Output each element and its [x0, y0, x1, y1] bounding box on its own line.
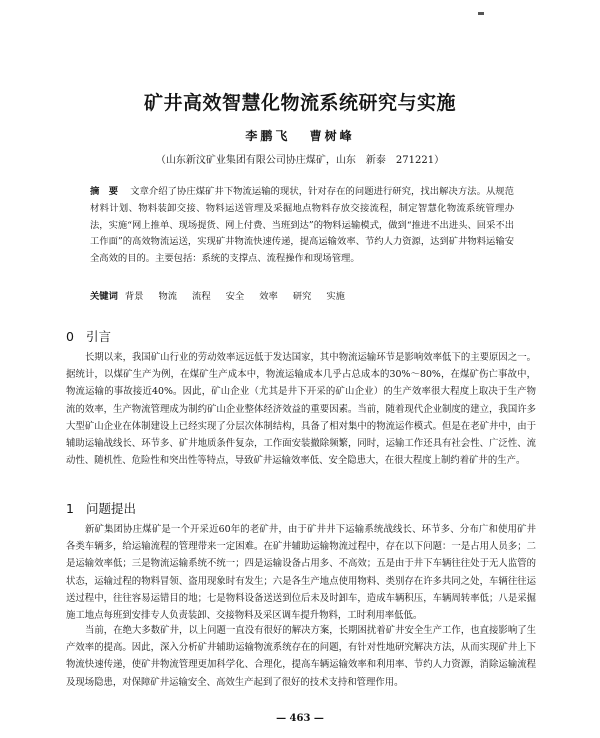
- abstract-label: 摘 要: [90, 186, 119, 197]
- section-number: 1: [66, 501, 74, 516]
- section-number: 0: [66, 329, 74, 344]
- author-name: 李鹏飞: [245, 129, 291, 143]
- keyword: 效率: [259, 291, 278, 302]
- keyword: 物流: [158, 291, 178, 302]
- page-number: — 463 —: [276, 713, 324, 724]
- author-list: [0, 127, 600, 144]
- keyword: 实施: [326, 291, 345, 302]
- section-heading: [66, 327, 111, 345]
- paragraph: 当前，在绝大多数矿井，以上问题一直没有很好的解决方案，长期困扰着矿井安全生产工作，也直接影响了生产效率的提高。因此，深入分析矿井辅助运输物流系统存在的问题，有针对性地研究解决方法，从而实现矿井上下物流快速传递，使矿井物流管理更加科学化、合理化，提高车辆运输效率和利用率、节约人力资源，消除运输流程及现场隐患，对保障矿井运输安全、高效生产起到了很好的技术支持和管理作用。: [66, 625, 536, 688]
- keyword: 研究: [292, 291, 312, 302]
- keyword: 安全: [225, 291, 245, 302]
- section-title: 问题提出: [86, 501, 137, 516]
- keyword: 流程: [192, 291, 211, 302]
- paper-title: 矿井高效智慧化物流系统研究与实施: [143, 92, 456, 114]
- paragraph: 长期以来，我国矿山行业的劳动效率远远低于发达国家，其中物流运输环节是影响效率低下的主要原因之一。据统计，以煤矿生产为例，在煤矿生产成本中，物流运输成本几乎占总成本的30%～80%，在煤矿伤亡事故中，物流运输的事故接近40%。因此，矿山企业（尤其是井下开采的矿山企业）的生产效率很大程度上取决于生产物流的效率，生产物流管理成为制约矿山企业整体经济效益的重要因素。当前，随着现代企业制度的建立，我国许多大型矿山企业在体制建设上已经实现了分层次体制结构，具备了相对集中的物流运作模式。但是在老矿井中，由于辅助运输战线长、环节多、矿井地质条件复杂，工作面安装撤除频繁，同时，运输工作还具有社会性、广泛性、流动性、随机性、危险性和突出性等特点，导致矿井运输效率低、安全隐患大，在很大程度上制约着矿井的生产。: [66, 352, 536, 467]
- scan-mark: [478, 12, 484, 15]
- keywords-label: 关键词: [90, 291, 118, 302]
- keyword: 背景: [124, 291, 144, 302]
- affiliation: （山东新汶矿业集团有限公司协庄煤矿，山东 新泰 271221）: [155, 155, 445, 166]
- author-name: 曹树峰: [309, 129, 355, 143]
- section-title: 引言: [86, 329, 112, 344]
- paragraph: 新矿集团协庄煤矿是一个开采近60年的老矿井，由于矿井井下运输系统战线长、环节多、分布广和使用矿井各类车辆多，给运输流程的管理带来一定困难。在矿井辅助运输物流过程中，存在以下问题：一是占用人员多；二是运输效率低；三是物流运输系统不统一；四是运输设备占用多、不高效；五是由于井下车辆往往处于无人监管的状态，运输过程的物料冒领、盗用现象时有发生；六是各生产地点使用物料、类别存在许多共同之处，车辆往往运送过程中，往往容易运错目的地；七是物料设备送送到位后未及时卸车，造成车辆积压，车辆周转率低；八是采掘施工地点每班到安排专人负责装卸、交接物料及采区调车提升物料，工时利用率低低。: [66, 524, 536, 622]
- abstract-text: 文章介绍了协庄煤矿井下物流运输的现状，针对存在的问题进行研究，找出解决方法。从规范材料计划、物料装卸交接、物料运送管理及采掘地点物料存放交接流程，制定智慧化物流系统管理办法，实施“网上推单、现场提货、网上付费、当班到达”的物料运输模式，做到“推进不出进头、回采不出工作面”的高效物流运送，实现矿井物流快速传递，提高运输效率、节约人力资源，达到矿井物料运输安全高效的目的。主要包括：系统的支撑点、流程操作和现场管理。: [90, 186, 514, 265]
- section-heading: [66, 499, 136, 517]
- abstract: [90, 184, 514, 268]
- keywords: [90, 289, 514, 305]
